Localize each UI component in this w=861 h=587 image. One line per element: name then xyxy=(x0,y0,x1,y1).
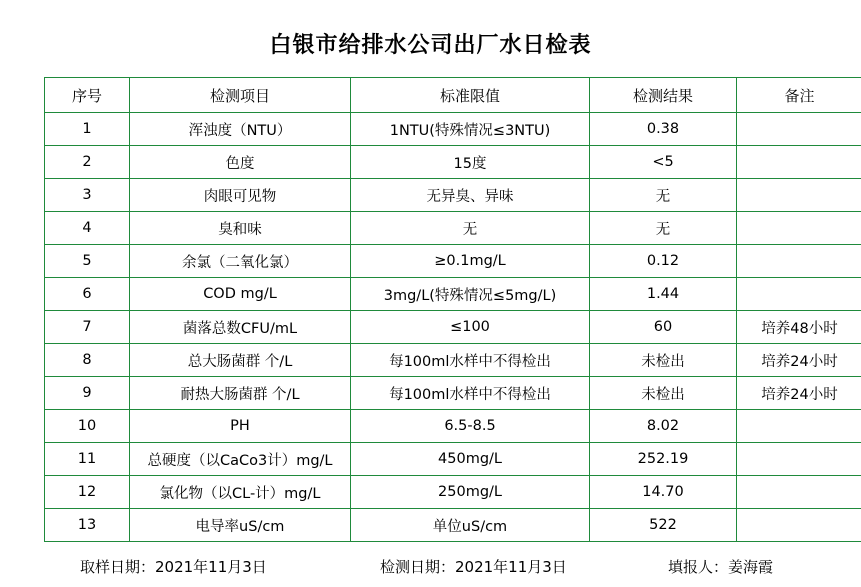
cell-no: 7 xyxy=(45,311,130,344)
cell-result: 60 xyxy=(590,311,737,344)
cell-std: 1NTU(特殊情况≤3NTU) xyxy=(351,113,590,146)
cell-note xyxy=(737,509,861,542)
cell-std: 250mg/L xyxy=(351,476,590,509)
cell-item: 电导率uS/cm xyxy=(130,509,351,542)
cell-std: 无异臭、异味 xyxy=(351,179,590,212)
table-row xyxy=(45,146,861,179)
cell-item: COD mg/L xyxy=(130,278,351,311)
table-header-row xyxy=(45,78,861,113)
cell-std: 15度 xyxy=(351,146,590,179)
table-body xyxy=(45,113,861,542)
cell-std: 6.5-8.5 xyxy=(351,410,590,443)
cell-std: 单位uS/cm xyxy=(351,509,590,542)
table-row xyxy=(45,212,861,245)
page-title: 白银市给排水公司出厂水日检表 xyxy=(269,33,592,58)
table-row xyxy=(45,476,861,509)
test-date: 检测日期：2021年11月3日 xyxy=(380,558,567,576)
header-std: 标准限值 xyxy=(351,78,590,113)
cell-result: 522 xyxy=(590,509,737,542)
cell-std: 450mg/L xyxy=(351,443,590,476)
table-row xyxy=(45,443,861,476)
table-row xyxy=(45,311,861,344)
cell-no: 6 xyxy=(45,278,130,311)
cell-result: <5 xyxy=(590,146,737,179)
cell-result: 14.70 xyxy=(590,476,737,509)
cell-note xyxy=(737,245,861,278)
cell-note: 培养24小时 xyxy=(737,377,861,410)
header-item: 检测项目 xyxy=(130,78,351,113)
cell-item: 浑浊度（NTU） xyxy=(130,113,351,146)
cell-std: 3mg/L(特殊情况≤5mg/L) xyxy=(351,278,590,311)
cell-result: 无 xyxy=(590,179,737,212)
header-no: 序号 xyxy=(45,78,130,113)
cell-no: 11 xyxy=(45,443,130,476)
cell-std: 每100ml水样中不得检出 xyxy=(351,377,590,410)
cell-item: 肉眼可见物 xyxy=(130,179,351,212)
table-row xyxy=(45,509,861,542)
cell-std: ≥0.1mg/L xyxy=(351,245,590,278)
cell-item: 余氯（二氧化氯） xyxy=(130,245,351,278)
cell-no: 13 xyxy=(45,509,130,542)
cell-no: 1 xyxy=(45,113,130,146)
water-quality-table xyxy=(44,77,861,542)
header-note: 备注 xyxy=(737,78,861,113)
table-row xyxy=(45,377,861,410)
table-row xyxy=(45,245,861,278)
cell-no: 2 xyxy=(45,146,130,179)
cell-result: 0.12 xyxy=(590,245,737,278)
cell-result: 252.19 xyxy=(590,443,737,476)
table-row xyxy=(45,410,861,443)
header-result: 检测结果 xyxy=(590,78,737,113)
cell-item: 菌落总数CFU/mL xyxy=(130,311,351,344)
cell-std: 无 xyxy=(351,212,590,245)
reporter: 填报人：姜海霞 xyxy=(668,558,774,576)
sample-date: 取样日期：2021年11月3日 xyxy=(80,558,267,576)
cell-no: 9 xyxy=(45,377,130,410)
cell-no: 5 xyxy=(45,245,130,278)
cell-note xyxy=(737,476,861,509)
cell-std: ≤100 xyxy=(351,311,590,344)
table-header xyxy=(45,78,861,113)
cell-note xyxy=(737,146,861,179)
cell-note xyxy=(737,410,861,443)
table-row xyxy=(45,278,861,311)
cell-note xyxy=(737,179,861,212)
cell-result: 未检出 xyxy=(590,377,737,410)
cell-item: 色度 xyxy=(130,146,351,179)
cell-item: 总硬度（以CaCo3计）mg/L xyxy=(130,443,351,476)
footer xyxy=(0,556,861,577)
cell-no: 12 xyxy=(45,476,130,509)
cell-no: 10 xyxy=(45,410,130,443)
cell-item: 氯化物（以CL-计）mg/L xyxy=(130,476,351,509)
table-row xyxy=(45,344,861,377)
table-row xyxy=(45,179,861,212)
cell-note: 培养24小时 xyxy=(737,344,861,377)
cell-no: 3 xyxy=(45,179,130,212)
cell-item: 耐热大肠菌群 个/L xyxy=(130,377,351,410)
table-container xyxy=(0,77,861,542)
cell-result: 8.02 xyxy=(590,410,737,443)
cell-note xyxy=(737,278,861,311)
cell-result: 无 xyxy=(590,212,737,245)
cell-note xyxy=(737,212,861,245)
cell-no: 4 xyxy=(45,212,130,245)
cell-item: PH xyxy=(130,410,351,443)
cell-item: 臭和味 xyxy=(130,212,351,245)
cell-no: 8 xyxy=(45,344,130,377)
table-row xyxy=(45,113,861,146)
cell-note xyxy=(737,443,861,476)
cell-result: 1.44 xyxy=(590,278,737,311)
cell-result: 未检出 xyxy=(590,344,737,377)
cell-std: 每100ml水样中不得检出 xyxy=(351,344,590,377)
cell-note xyxy=(737,113,861,146)
cell-note: 培养48小时 xyxy=(737,311,861,344)
cell-result: 0.38 xyxy=(590,113,737,146)
cell-item: 总大肠菌群 个/L xyxy=(130,344,351,377)
